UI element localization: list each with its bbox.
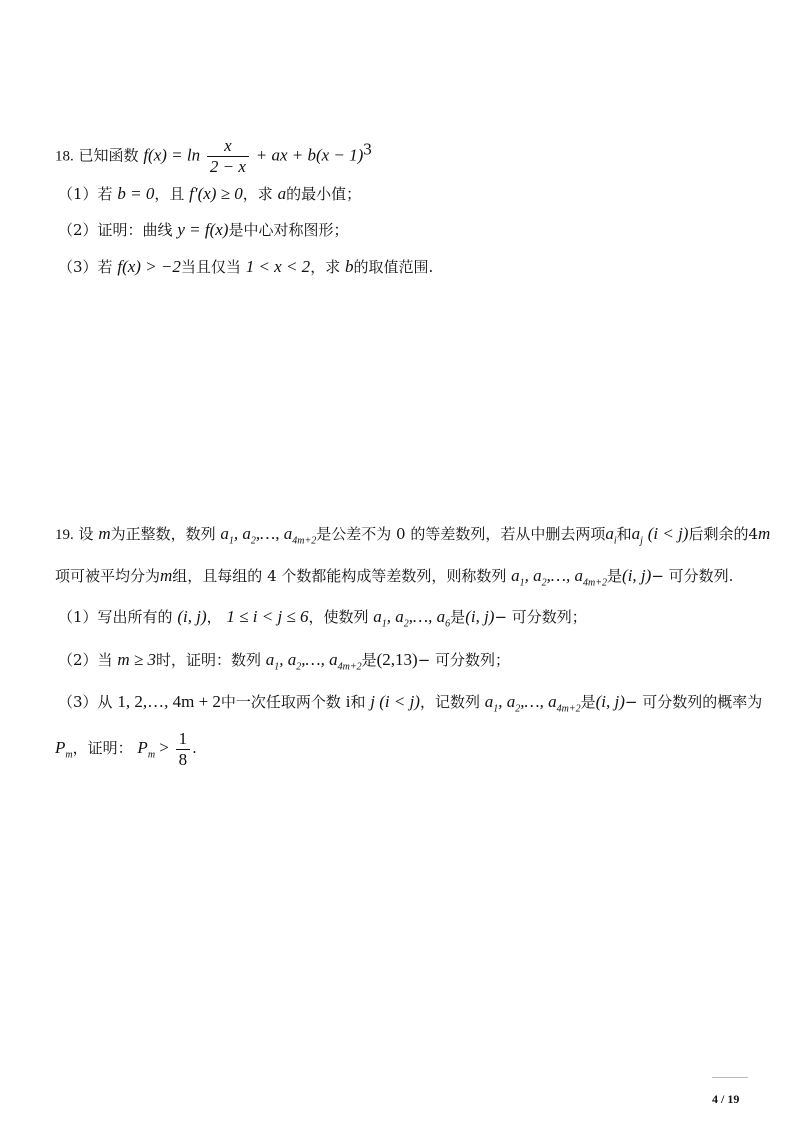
text: ， bbox=[206, 608, 222, 626]
text: 当 bbox=[97, 651, 113, 669]
subscript: j bbox=[640, 535, 643, 547]
q18-stem bbox=[55, 136, 372, 177]
text: − 可分数列的概率为 bbox=[624, 693, 763, 711]
math: (2,13) bbox=[376, 650, 418, 669]
subscript: 1 bbox=[274, 661, 280, 673]
math: , a bbox=[233, 524, 251, 543]
subscript: 4m+2 bbox=[337, 661, 362, 673]
subscript: 1 bbox=[228, 535, 234, 547]
math: , a bbox=[524, 566, 542, 585]
text: ，使数列 bbox=[308, 608, 369, 626]
math: m bbox=[758, 524, 771, 543]
footer-divider bbox=[712, 1077, 748, 1078]
math: a bbox=[511, 566, 520, 585]
math: f′(x) ≥ 0 bbox=[189, 184, 243, 203]
text: 写出所有的 bbox=[97, 608, 173, 626]
sequence bbox=[265, 650, 362, 673]
text: 的取值范围. bbox=[353, 258, 434, 276]
subscript: 6 bbox=[445, 618, 451, 630]
q19-part1 bbox=[58, 606, 587, 635]
term-aj bbox=[631, 524, 643, 547]
text: 若 bbox=[97, 258, 113, 276]
term-ai bbox=[605, 524, 617, 547]
formula-lhs: f(x) = ln bbox=[143, 145, 201, 165]
text: 是 bbox=[580, 693, 596, 711]
q18-part1 bbox=[58, 183, 361, 205]
subscript: m bbox=[147, 749, 156, 761]
math: 1 ≤ i < j ≤ 6 bbox=[226, 607, 309, 626]
math: ,…, a bbox=[301, 650, 338, 669]
fraction-denominator: 8 bbox=[178, 749, 188, 769]
fraction bbox=[176, 729, 191, 770]
math: f(x) > −2 bbox=[117, 257, 181, 276]
math: (i, j) bbox=[465, 607, 495, 626]
q19-part3 bbox=[58, 691, 762, 720]
q18-part2 bbox=[58, 219, 348, 241]
part-label: （3） bbox=[58, 258, 98, 276]
text: ，证明： bbox=[72, 739, 133, 757]
text: . bbox=[192, 739, 197, 757]
text: 组，且每组的 4 个数都能构成等差数列，则称数列 bbox=[172, 567, 507, 585]
math: m bbox=[98, 524, 111, 543]
math: a bbox=[631, 524, 641, 543]
math: ,…, a bbox=[408, 607, 446, 626]
subscript: 2 bbox=[541, 577, 547, 589]
subscript: 2 bbox=[515, 703, 521, 715]
subscript: 1 bbox=[519, 577, 525, 589]
subscript: m bbox=[65, 749, 73, 761]
math: a bbox=[220, 524, 229, 543]
text: ，求 bbox=[242, 185, 273, 203]
math: , a bbox=[498, 692, 516, 711]
math: a bbox=[373, 607, 382, 626]
text: 从 bbox=[97, 693, 113, 711]
math: m bbox=[160, 566, 173, 585]
math: 1, 2,…, 4m + 2 bbox=[117, 692, 221, 711]
text: 是公差不为 0 的等差数列，若从中删去两项 bbox=[316, 525, 606, 543]
sequence bbox=[484, 692, 581, 715]
math: a bbox=[265, 650, 275, 669]
text: ，求 bbox=[310, 258, 341, 276]
math: y = f(x) bbox=[177, 220, 229, 239]
text: 和 bbox=[350, 693, 366, 711]
math: a bbox=[484, 692, 494, 711]
subscript: 2 bbox=[296, 661, 302, 673]
question-number: 19. bbox=[55, 527, 74, 543]
math: 1 < x < 2 bbox=[245, 257, 311, 276]
text: − 可分数列. bbox=[651, 567, 734, 585]
math: (i, j) bbox=[595, 692, 625, 711]
text: 是 bbox=[450, 608, 466, 626]
text: 设 bbox=[78, 525, 94, 543]
text: 是中心对称图形； bbox=[228, 221, 349, 239]
subscript: 1 bbox=[381, 618, 387, 630]
math: , a bbox=[386, 607, 404, 626]
text: 后剩余的4 bbox=[688, 525, 759, 543]
math: b bbox=[344, 257, 354, 276]
q19-part2 bbox=[58, 649, 510, 678]
math: b = 0 bbox=[117, 184, 155, 203]
text: 项可被平均分为 bbox=[55, 567, 161, 585]
math: a bbox=[605, 524, 614, 543]
math: > bbox=[155, 738, 169, 757]
subscript: 4m+2 bbox=[292, 535, 317, 547]
part-label: （2） bbox=[58, 651, 98, 669]
math: , a bbox=[279, 650, 297, 669]
subscript: 1 bbox=[493, 703, 499, 715]
prob-pm bbox=[55, 738, 73, 761]
text: 的最小值； bbox=[286, 185, 362, 203]
text: 若 bbox=[97, 185, 113, 203]
q19-part3-cont bbox=[55, 728, 197, 775]
question-number: 18. bbox=[55, 148, 74, 165]
subscript: i bbox=[613, 535, 617, 547]
subscript: 2 bbox=[403, 618, 409, 630]
text: 证明：曲线 bbox=[97, 221, 173, 239]
q19-stem-line1 bbox=[55, 523, 770, 552]
formula-rhs: + ax + b(x − 1) bbox=[255, 145, 364, 165]
subscript: 4m+2 bbox=[583, 577, 608, 589]
text: 中一次任取两个数 bbox=[220, 693, 341, 711]
fraction bbox=[207, 136, 249, 177]
text: 是 bbox=[607, 567, 623, 585]
math: ,…, a bbox=[520, 692, 557, 711]
text: 为正整数，数列 bbox=[110, 525, 216, 543]
page-number: 4 / 19 bbox=[712, 1092, 740, 1106]
part-label: （1） bbox=[58, 608, 98, 626]
text: ，记数列 bbox=[419, 693, 480, 711]
text: − 可分数列； bbox=[494, 608, 587, 626]
math: ,…, a bbox=[546, 566, 584, 585]
math: P bbox=[137, 738, 148, 757]
fraction-denominator: 2 − x bbox=[209, 157, 246, 176]
sequence bbox=[220, 524, 317, 547]
math: ,…, a bbox=[255, 524, 293, 543]
prob-pm bbox=[137, 738, 156, 761]
subscript: 4m+2 bbox=[556, 703, 581, 715]
text: 时，证明：数列 bbox=[155, 651, 261, 669]
text: 是 bbox=[361, 651, 377, 669]
math: j (i < j) bbox=[370, 692, 420, 711]
math: P bbox=[55, 738, 66, 757]
text: − 可分数列； bbox=[417, 651, 511, 669]
subscript: 2 bbox=[250, 535, 256, 547]
q18-part3 bbox=[58, 256, 433, 278]
text: ，且 bbox=[154, 185, 185, 203]
math: i bbox=[345, 692, 351, 711]
fraction-numerator: 1 bbox=[176, 729, 191, 750]
sequence bbox=[373, 607, 451, 630]
stem-text: 已知函数 bbox=[78, 146, 139, 165]
text: 当且仅当 bbox=[180, 258, 241, 276]
math: (i, j) bbox=[622, 566, 652, 585]
formula-exponent: 3 bbox=[363, 139, 372, 159]
math: m ≥ 3 bbox=[117, 650, 156, 669]
part-label: （2） bbox=[58, 221, 98, 239]
text: 和 bbox=[616, 525, 632, 543]
math: a bbox=[277, 184, 287, 203]
math: (i < j) bbox=[647, 524, 689, 543]
fraction-numerator: x bbox=[207, 136, 249, 157]
part-label: （1） bbox=[58, 185, 98, 203]
math: (i, j) bbox=[177, 607, 207, 626]
sequence bbox=[511, 566, 608, 589]
part-label: （3） bbox=[58, 693, 98, 711]
q19-stem-line2 bbox=[55, 565, 733, 594]
